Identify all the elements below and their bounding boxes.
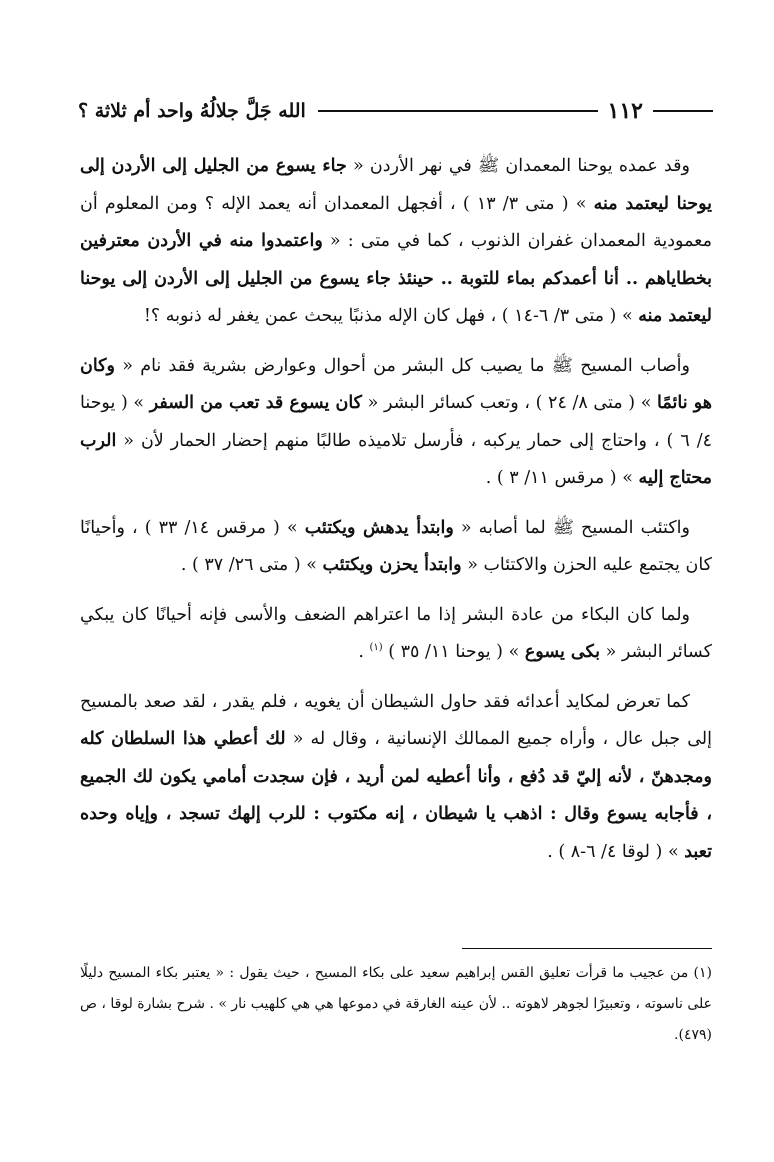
quoted-text: وكان هو نائمًا <box>80 355 712 413</box>
quoted-text: واعتمدوا منه في الأردن معترفين بخطاياهم .. أنا أعمدكم بماء للتوبة .. حينئذ جاء يسوع من الجليل إلى الأردن إلى يوحنا ليعتمد منه <box>80 231 712 326</box>
paragraph-3 <box>80 510 712 585</box>
text-segment: وأصاب المسيح ﷺ ما يصيب كل البشر من أحوال وعوارض بشرية فقد نام « <box>114 355 690 376</box>
quoted-text: كان يسوع قد تعب من السفر <box>149 393 363 413</box>
quoted-text: وابتدأ يدهش ويكتئب <box>304 517 454 538</box>
main-text <box>80 148 712 883</box>
running-header <box>78 94 713 128</box>
text-segment: » ( متى ٣/ ١٣ ) ، أفجهل المعمدان أنه يعمد الإله ؟ ومن المعلوم أن معمودية المعمدان غفران الذنوب ، كما في متى : « <box>80 193 712 251</box>
quoted-text: الرب محتاج إليه <box>80 430 712 488</box>
paragraph-2 <box>80 348 712 498</box>
quoted-text: جاء يسوع من الجليل إلى الأردن إلى يوحنا ليعتمد منه <box>80 156 713 214</box>
footnote-separator <box>462 948 712 949</box>
text-segment: وقد عمده يوحنا المعمدان ﷺ في نهر الأردن « <box>346 156 690 176</box>
text-segment: ولما كان البكاء من عادة البشر إذا ما اعتراهم الضعف والأسى فإنه أحيانًا كان يبكي كسائر البشر « <box>80 604 712 662</box>
text-segment: . <box>358 642 370 662</box>
quoted-text: وابتدأ يحزن ويكتئب <box>322 555 462 575</box>
paragraph-1 <box>80 148 712 336</box>
footnote: (١) من عجيب ما قرأت تعليق القس إبراهيم سعيد على بكاء المسيح ، حيث يقول : « يعتبر بكاء المسيح دليلًا على ناسوته ، وتعبيرًا لجوهر لاهوته .. لأن عينه الغارقة في دموعها هي هي كلهيب نار » . شرح بشارة لوقا ، ص (٤٧٩). <box>80 965 712 1043</box>
paragraph-4 <box>80 597 712 672</box>
text-segment: » ( لوقا ٤/ ٦-٨ ) . <box>547 841 685 862</box>
text-segment: » ( متى ٣/ ٦-١٤ ) ، فهل كان الإله مذنبًا يبحث عمن يغفر له ذنوبه ؟! <box>143 306 639 326</box>
footnote-marker: (١) <box>369 642 383 654</box>
text-segment: كما تعرض لمكايد أعدائه فقد حاول الشيطان أن يغويه ، فلم يقدر ، لقد صعد بالمسيح إلى جبل عال ، وأراه جميع الممالك الإنسانية ، وقال له « <box>80 691 712 749</box>
header-rule-middle <box>318 110 598 112</box>
text-segment: » ( يوحنا ١١/ ٣٥ ) <box>382 642 525 662</box>
paragraph-5 <box>80 684 712 872</box>
text-segment: » ( متى ٢٦/ ٣٧ ) . <box>180 555 323 575</box>
text-segment: » ( مرقس ١١/ ٣ ) . <box>485 468 639 488</box>
text-segment: واكتئب المسيح ﷺ لما أصابه « <box>453 517 690 538</box>
running-title: الله جَلَّ جلالُهُ واحد أم ثلاثة ؟ <box>78 100 306 122</box>
text-segment: » ( متى ٨/ ٢٤ ) ، وتعب كسائر البشر « <box>362 393 658 413</box>
page-number: ١١٢ <box>607 98 643 124</box>
text-segment: » ( يوحنا ٤/ ٦ ) ، واحتاج إلى حمار يركبه ، فأرسل تلاميذه طالبًا منهم إحضار الحمار لأن « <box>80 393 712 451</box>
quoted-text: لك أعطي هذا السلطان كله ومجدهنّ ، لأنه إليّ قد دُفع ، وأنا أعطيه لمن أريد ، فإن سجدت أمامي يكون لك الجميع ، فأجابه يسوع وقال : اذهب يا شيطان ، إنه مكتوب : للرب إلهك تسجد ، وإياه وحده تعبد <box>80 729 712 862</box>
header-rule-right <box>653 110 713 112</box>
text-segment: » ( مرقس ١٤/ ٣٣ ) ، وأحيانًا كان يجتمع عليه الحزن والاكتئاب « <box>80 517 712 575</box>
quoted-text: بكى يسوع <box>524 642 601 662</box>
